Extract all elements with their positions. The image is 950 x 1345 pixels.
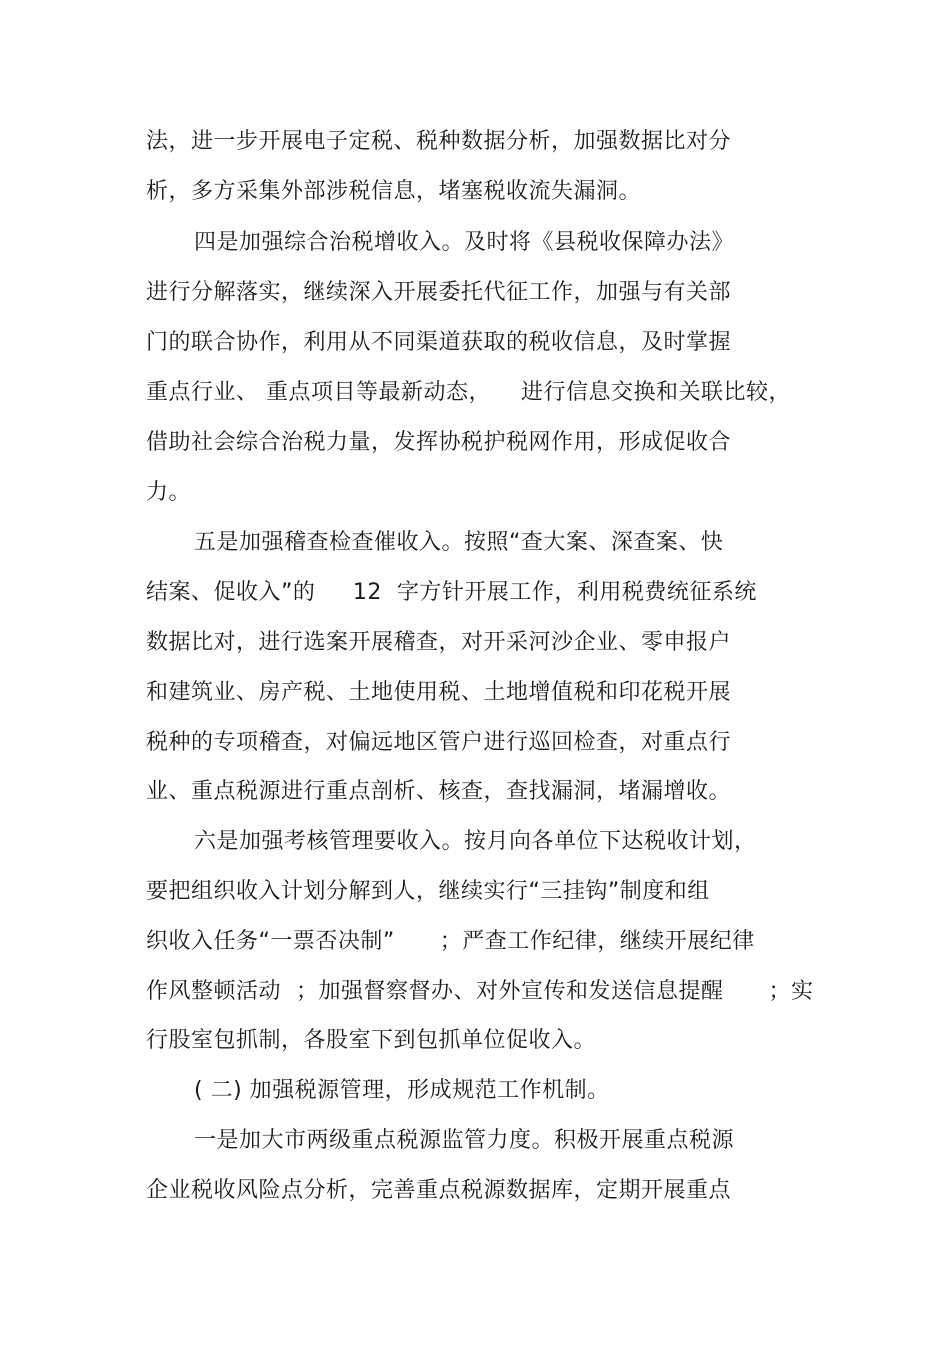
text-line: 法，进一步开展电子定税、税种数据分析，加强数据比对分: [146, 129, 732, 154]
text-line: 门的联合协作，利用从不同渠道获取的税收信息，及时掌握: [146, 330, 732, 355]
text-line: 要把组织收入计划分解到人，继续实行“三挂钩”制度和组: [146, 879, 710, 904]
text-line: 借助社会综合治税力量，发挥协税护税网作用，形成促收合: [146, 430, 732, 455]
paragraph-start-line: 一是加大市两级重点税源监管力度。积极开展重点税源: [194, 1128, 735, 1153]
text-line: 业、重点税源进行重点剖析、核查，查找漏洞，堵漏增收。: [146, 779, 732, 804]
text-line: 作风整顿活动 ；加强督察督办、对外宣传和发送信息提醒 ；实: [146, 979, 814, 1004]
text-line: 行股室包抓制，各股室下到包抓单位促收入。: [146, 1028, 597, 1053]
paragraph-start-line: 五是加强稽查检查催收入。按照“查大案、深查案、快: [194, 530, 724, 555]
text-line: 税种的专项稽查，对偏远地区管户进行巡回检查，对重点行: [146, 730, 732, 755]
text-line: 析，多方采集外部涉税信息，堵塞税收流失漏洞。: [146, 179, 642, 204]
text-line: 企业税收风险点分析，完善重点税源数据库，定期开展重点: [146, 1178, 732, 1203]
section-heading: ( 二) 加强税源管理，形成规范工作机制。: [194, 1078, 610, 1103]
text-line: 织收入任务“一票否决制” ；严查工作纪律，继续开展纪律: [146, 929, 755, 954]
text-line: 和建筑业、房产税、土地使用税、土地增值税和印花税开展: [146, 680, 732, 705]
text-line: 进行分解落实，继续深入开展委托代征工作，加强与有关部: [146, 280, 732, 305]
text-line: 数据比对，进行选案开展稽查，对开采河沙企业、零申报户: [146, 630, 732, 655]
text-line: 重点行业、 重点项目等最新动态， 进行信息交换和关联比较，: [146, 380, 791, 405]
text-line: 力。: [146, 480, 192, 505]
paragraph-start-line: 六是加强考核管理要收入。按月向各单位下达税收计划，: [194, 829, 757, 854]
text-line: 结案、促收入”的 12 字方针开展工作，利用税费统征系统: [146, 580, 757, 605]
paragraph-start-line: 四是加强综合治税增收入。及时将《县税收保障办法》: [194, 230, 735, 255]
